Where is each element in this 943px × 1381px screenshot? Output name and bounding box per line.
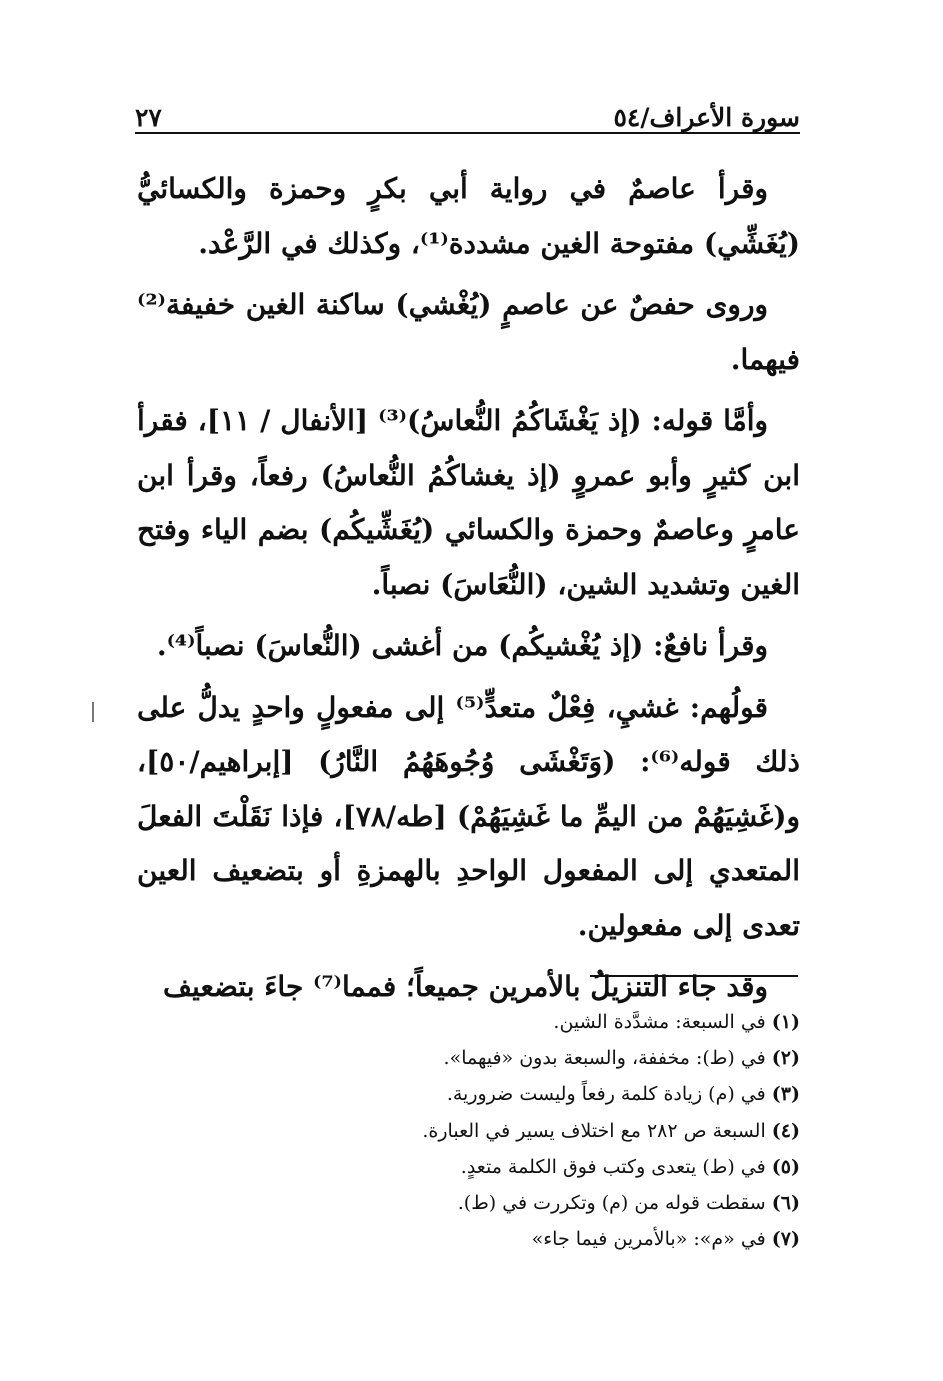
footnote <box>300 1149 800 1185</box>
footnote-text: في (ط): مخففة، والسبعة بدون «فيهما». <box>443 1047 766 1070</box>
footnote-separator <box>590 975 798 977</box>
footnote-text: السبعة ص ٢٨٢ مع اختلاف يسير في العبارة. <box>422 1119 766 1142</box>
footnote-number: (١) <box>771 1011 800 1033</box>
main-text <box>137 162 800 1022</box>
footnote-number: (٧) <box>771 1228 800 1251</box>
paragraph <box>137 394 800 612</box>
running-title: سورة الأعراف/٥٤ <box>613 103 800 132</box>
footnote-text: في «م»: «بالأمرين فيما جاء» <box>531 1228 766 1251</box>
paragraph-text: وقرأ عاصمٌ في رواية أبي بكرٍ وحمزة والكسائيُّ (يُغَشِّي) مفتوحة الغين مشددة⁽¹⁾، وكذلك في الرَّعْد. <box>137 172 800 260</box>
footnote-number: (٣) <box>771 1083 800 1106</box>
page-number: ٢٧ <box>135 103 162 132</box>
footnote-text: سقطت قوله من (م) وتكررت في (ط). <box>457 1192 766 1215</box>
paragraph-text: وقرأ نافعٌ: (إذ يُغْشيكُم) من أغشى (النُّعاسَ) نصباً⁽⁴⁾. <box>156 629 768 662</box>
footnote <box>300 1185 800 1221</box>
paragraph-text: وروى حفصٌ عن عاصمٍ (يُغْشي) ساكنة الغين خفيفة⁽²⁾ فيهما. <box>137 288 800 376</box>
footnote-number: (٤) <box>771 1119 800 1142</box>
paragraph <box>137 162 800 271</box>
footnote-number: (٥) <box>771 1155 800 1178</box>
footnotes <box>300 1004 800 1257</box>
footnote-text: في (ط) يتعدى وكتب فوق الكلمة متعدٍ. <box>460 1155 766 1178</box>
footnote-number: (٦) <box>771 1192 800 1215</box>
scan-mark <box>92 702 94 722</box>
paragraph <box>137 681 800 954</box>
header-rule <box>135 132 800 134</box>
footnote-text: في السبعة: مشدَّدة الشين. <box>553 1011 766 1033</box>
paragraph <box>137 278 800 387</box>
footnote <box>300 1040 800 1076</box>
page-header <box>135 92 800 132</box>
paragraph-text: وقد جاء التنزيلُ بالأمرين جميعاً؛ فمما⁽⁷⁾ جاءَ بتضعيف <box>163 970 768 1003</box>
paragraph-text: وأمَّا قوله: (إذ يَغْشَاكُمُ النُّعاسُ)⁽³⁾ [الأنفال / ١١]، فقرأ ابن كثيرٍ وأبو عمروٍ (إذ يغشاكُمُ النُّعاسُ) رفعاً، وقرأ ابن عامرٍ وعاصمٌ وحمزة والكسائي (يُغَشِّيكُم) بضم الياء وفتح الغين وتشديد الشين، (النُّعَاسَ) نصباً. <box>137 404 800 601</box>
footnote-text: في (م) زيادة كلمة رفعاً وليست ضرورية. <box>446 1083 766 1106</box>
footnote <box>300 1076 800 1112</box>
paragraph <box>137 619 800 674</box>
footnote <box>300 1004 800 1040</box>
footnote <box>300 1113 800 1149</box>
footnote <box>300 1221 800 1257</box>
paragraph-text: قولُهم: غشيِ، فِعْلٌ متعدٍّ⁽⁵⁾ إلى مفعولٍ واحدٍ يدلُّ على ذلك قوله⁽⁶⁾: (وَتَغْشَى وُجُوهَهُمُ النَّارُ) [إبراهيم/٥٠]، و(غَشِيَهُمْ من اليمِّ ما غَشِيَهُمْ) [طه/٧٨]، فإذا نَقَلْتَ الفعلَ المتعدي إلى المفعول الواحدِ بالهمزةِ أو بتضعيف العين تعدى إلى مفعولين. <box>137 690 801 942</box>
footnote-number: (٢) <box>771 1047 800 1070</box>
